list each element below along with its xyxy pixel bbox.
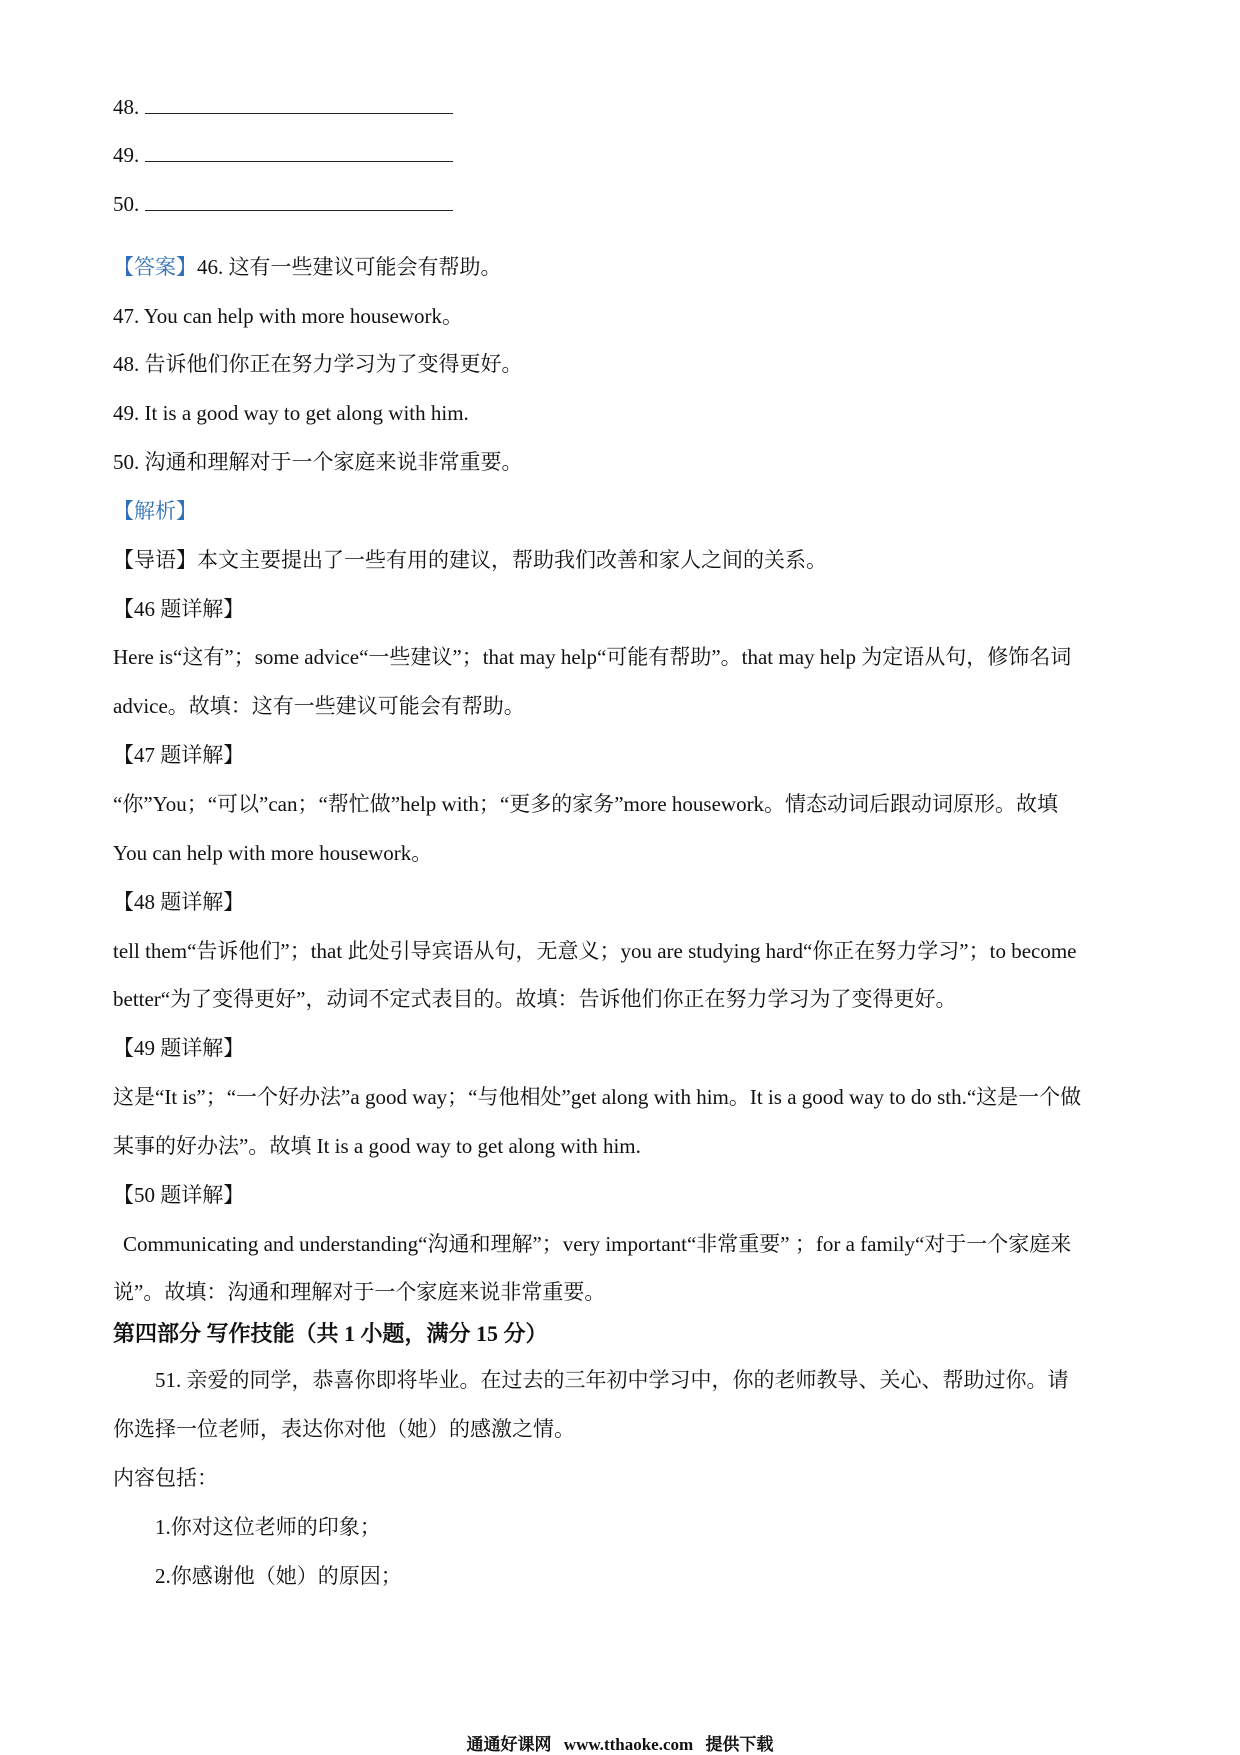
q51-prompt-line: 你选择一位老师，表达你对他（她）的感激之情。	[113, 1417, 575, 1441]
q51-prompt-line: 51. 亲爱的同学，恭喜你即将毕业。在过去的三年初中学习中，你的老师教导、关心、帮助过你。请	[155, 1368, 1069, 1392]
content-label: 内容包括：	[113, 1466, 218, 1490]
answer-blank-line	[145, 93, 453, 114]
blank-number: 48.	[113, 95, 140, 119]
q50-title: 【50 题详解】	[113, 1183, 245, 1207]
q48-title: 【48 题详解】	[113, 890, 245, 914]
blank-number: 49.	[113, 143, 140, 167]
answer-blank-line	[145, 190, 453, 211]
content-item-1: 1.你对这位老师的印象；	[155, 1515, 381, 1539]
blank-48	[113, 93, 1123, 121]
answer-text: 46. 这有一些建议可能会有帮助。	[197, 255, 502, 279]
q47-detail-line: “你”You；“可以”can；“帮忙做”help with；“更多的家务”more housework。情态动词后跟动词原形。故填	[113, 792, 1059, 816]
analysis-tag: 【解析】	[113, 499, 197, 523]
page-footer	[0, 1730, 1240, 1755]
blank-number: 50.	[113, 192, 140, 216]
footer-site-name: 通通好课网	[466, 1735, 552, 1754]
q47-detail-line: You can help with more housework。	[113, 841, 433, 865]
q46-detail-line: advice。故填：这有一些建议可能会有帮助。	[113, 694, 525, 718]
content-item-2: 2.你感谢他（她）的原因；	[155, 1564, 402, 1588]
answer-49: 49. It is a good way to get along with him.	[113, 401, 469, 425]
q50-detail-line: 说”。故填：沟通和理解对于一个家庭来说非常重要。	[113, 1280, 606, 1304]
q47-title: 【47 题详解】	[113, 743, 245, 767]
q50-detail-line: Communicating and understanding“沟通和理解”；very important“非常重要” ；for a family“对于一个家庭来	[123, 1232, 1072, 1256]
answer-46	[113, 253, 1123, 281]
footer-suffix: 提供下载	[705, 1735, 774, 1754]
q48-detail-line: better“为了变得更好”，动词不定式表目的。故填：告诉他们你正在努力学习为了变得更好。	[113, 987, 957, 1011]
q48-detail-line: tell them“告诉他们”；that 此处引导宾语从句，无意义；you are studying hard“你正在努力学习”；to become	[113, 939, 1077, 963]
blank-49	[113, 141, 1123, 169]
q49-detail-line: 某事的好办法”。故填 It is a good way to get along with him.	[113, 1134, 641, 1158]
blank-50	[113, 190, 1123, 218]
q49-title: 【49 题详解】	[113, 1036, 245, 1060]
answer-47: 47. You can help with more housework。	[113, 304, 463, 328]
section-heading: 第四部分 写作技能（共 1 小题，满分 15 分）	[113, 1321, 548, 1346]
analysis-intro: 【导语】本文主要提出了一些有用的建议，帮助我们改善和家人之间的关系。	[113, 548, 827, 572]
q49-detail-line: 这是“It is”；“一个好办法”a good way；“与他相处”get along with him。It is a good way to do sth.“这是一个做	[113, 1085, 1082, 1109]
q46-detail-line: Here is“这有”；some advice“一些建议”；that may help“可能有帮助”。that may help 为定语从句，修饰名词	[113, 645, 1072, 669]
answer-48: 48. 告诉他们你正在努力学习为了变得更好。	[113, 352, 523, 376]
answer-blank-line	[145, 141, 453, 162]
q46-title: 【46 题详解】	[113, 597, 245, 621]
answer-50: 50. 沟通和理解对于一个家庭来说非常重要。	[113, 450, 523, 474]
answer-tag: 【答案】	[113, 255, 197, 279]
footer-url[interactable]: www.tthaoke.com	[563, 1735, 694, 1754]
